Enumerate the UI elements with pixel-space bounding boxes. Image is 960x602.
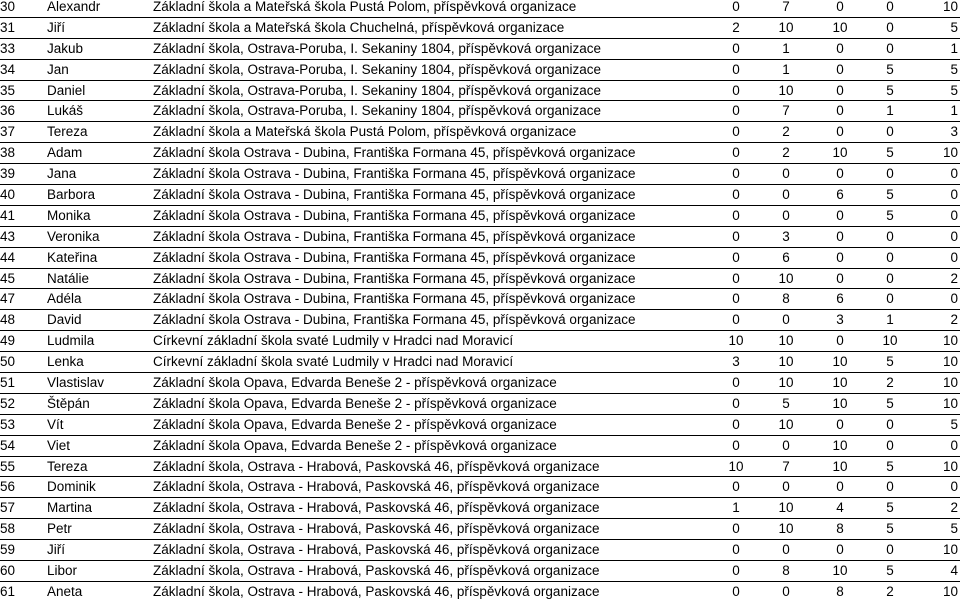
cell-school: Církevní základní škola svaté Ludmily v Hradci nad Moravicí bbox=[153, 333, 514, 349]
cell-score-5: 10 bbox=[942, 542, 958, 558]
cell-id: 60 bbox=[0, 563, 16, 579]
cell-score-5: 3 bbox=[950, 124, 958, 140]
cell-score-4: 2 bbox=[886, 375, 894, 391]
cell-name: Lenka bbox=[47, 354, 84, 370]
cell-name: Libor bbox=[47, 563, 78, 579]
cell-id: 34 bbox=[0, 61, 16, 77]
cell-school: Základní škola a Mateřská škola Chuchelná, příspěvková organizace bbox=[153, 19, 565, 35]
cell-score-3: 10 bbox=[832, 375, 848, 391]
cell-score-1: 3 bbox=[732, 354, 740, 370]
cell-score-5: 10 bbox=[942, 354, 958, 370]
cell-score-4: 0 bbox=[886, 542, 894, 558]
cell-name: Alexandr bbox=[47, 0, 101, 14]
cell-score-3: 6 bbox=[836, 187, 844, 203]
table-row bbox=[0, 122, 960, 143]
cell-school: Základní škola a Mateřská škola Pustá Polom, příspěvková organizace bbox=[153, 124, 577, 140]
table-row bbox=[0, 457, 960, 478]
cell-score-2: 0 bbox=[782, 166, 790, 182]
cell-name: Petr bbox=[47, 521, 72, 537]
cell-name: Daniel bbox=[47, 82, 86, 98]
cell-score-1: 2 bbox=[732, 19, 740, 35]
cell-score-5: 0 bbox=[950, 228, 958, 244]
cell-score-4: 1 bbox=[886, 312, 894, 328]
table-row bbox=[0, 289, 960, 310]
cell-score-4: 5 bbox=[886, 395, 894, 411]
cell-name: Kateřina bbox=[47, 249, 98, 265]
cell-score-5: 10 bbox=[942, 583, 958, 599]
cell-score-2: 10 bbox=[778, 354, 794, 370]
cell-score-3: 0 bbox=[836, 61, 844, 77]
cell-name: Tereza bbox=[47, 124, 88, 140]
cell-score-5: 0 bbox=[950, 479, 958, 495]
cell-score-2: 0 bbox=[782, 187, 790, 203]
cell-score-4: 0 bbox=[886, 0, 894, 14]
cell-score-2: 8 bbox=[782, 291, 790, 307]
cell-score-5: 1 bbox=[950, 103, 958, 119]
cell-school: Církevní základní škola svaté Ludmily v Hradci nad Moravicí bbox=[153, 354, 514, 370]
table-row bbox=[0, 519, 960, 540]
cell-score-2: 0 bbox=[782, 479, 790, 495]
cell-score-3: 0 bbox=[836, 333, 844, 349]
cell-score-4: 0 bbox=[886, 19, 894, 35]
cell-score-5: 0 bbox=[950, 249, 958, 265]
cell-score-3: 10 bbox=[832, 395, 848, 411]
cell-score-4: 5 bbox=[886, 207, 894, 223]
cell-score-1: 0 bbox=[732, 0, 740, 14]
cell-score-3: 10 bbox=[832, 437, 848, 453]
cell-name: Dominik bbox=[47, 479, 96, 495]
table-row bbox=[0, 164, 960, 185]
cell-school: Základní škola Ostrava - Dubina, Františka Formana 45, příspěvková organizace bbox=[153, 291, 636, 307]
cell-id: 54 bbox=[0, 437, 16, 453]
cell-score-2: 10 bbox=[778, 500, 794, 516]
cell-score-3: 0 bbox=[836, 103, 844, 119]
cell-score-4: 0 bbox=[886, 249, 894, 265]
cell-score-4: 0 bbox=[886, 270, 894, 286]
cell-school: Základní škola, Ostrava - Hrabová, Paskovská 46, příspěvková organizace bbox=[153, 521, 600, 537]
cell-score-3: 0 bbox=[836, 249, 844, 265]
cell-school: Základní škola Ostrava - Dubina, Františka Formana 45, příspěvková organizace bbox=[153, 187, 636, 203]
cell-school: Základní škola, Ostrava-Poruba, I. Sekaniny 1804, příspěvková organizace bbox=[153, 61, 601, 77]
cell-score-1: 0 bbox=[732, 437, 740, 453]
cell-score-5: 10 bbox=[942, 333, 958, 349]
cell-score-3: 0 bbox=[836, 542, 844, 558]
table-row bbox=[0, 310, 960, 331]
cell-score-1: 0 bbox=[732, 563, 740, 579]
table-row bbox=[0, 0, 960, 18]
cell-score-3: 3 bbox=[836, 312, 844, 328]
cell-score-3: 0 bbox=[836, 479, 844, 495]
cell-score-2: 8 bbox=[782, 563, 790, 579]
cell-score-5: 5 bbox=[950, 82, 958, 98]
cell-score-3: 0 bbox=[836, 0, 844, 14]
cell-school: Základní škola, Ostrava-Poruba, I. Sekaniny 1804, příspěvková organizace bbox=[153, 103, 601, 119]
table-row bbox=[0, 394, 960, 415]
cell-school: Základní škola Ostrava - Dubina, Františka Formana 45, příspěvková organizace bbox=[153, 166, 636, 182]
cell-id: 37 bbox=[0, 124, 16, 140]
cell-score-3: 10 bbox=[832, 145, 848, 161]
cell-score-2: 10 bbox=[778, 521, 794, 537]
cell-score-1: 0 bbox=[732, 166, 740, 182]
cell-id: 53 bbox=[0, 416, 16, 432]
cell-id: 38 bbox=[0, 145, 16, 161]
table-row bbox=[0, 415, 960, 436]
cell-name: Vlastislav bbox=[47, 375, 105, 391]
cell-id: 43 bbox=[0, 228, 16, 244]
cell-score-5: 10 bbox=[942, 145, 958, 161]
table-row bbox=[0, 18, 960, 39]
cell-id: 58 bbox=[0, 521, 16, 537]
cell-score-5: 1 bbox=[950, 40, 958, 56]
cell-score-3: 8 bbox=[836, 521, 844, 537]
cell-score-5: 10 bbox=[942, 395, 958, 411]
cell-score-5: 0 bbox=[950, 187, 958, 203]
cell-score-3: 6 bbox=[836, 291, 844, 307]
cell-score-2: 3 bbox=[782, 228, 790, 244]
cell-score-2: 7 bbox=[782, 103, 790, 119]
cell-score-1: 0 bbox=[732, 187, 740, 203]
cell-school: Základní škola, Ostrava - Hrabová, Paskovská 46, příspěvková organizace bbox=[153, 542, 600, 558]
cell-score-2: 10 bbox=[778, 333, 794, 349]
cell-id: 41 bbox=[0, 207, 16, 223]
cell-score-4: 0 bbox=[886, 291, 894, 307]
cell-school: Základní škola Ostrava - Dubina, Františka Formana 45, příspěvková organizace bbox=[153, 228, 636, 244]
cell-score-1: 0 bbox=[732, 312, 740, 328]
cell-score-1: 1 bbox=[732, 500, 740, 516]
table-row bbox=[0, 39, 960, 60]
cell-score-2: 0 bbox=[782, 437, 790, 453]
cell-score-5: 0 bbox=[950, 291, 958, 307]
cell-id: 44 bbox=[0, 249, 16, 265]
cell-score-4: 5 bbox=[886, 61, 894, 77]
cell-school: Základní škola Opava, Edvarda Beneše 2 - příspěvková organizace bbox=[153, 395, 557, 411]
cell-score-3: 0 bbox=[836, 166, 844, 182]
cell-score-1: 0 bbox=[732, 395, 740, 411]
cell-school: Základní škola Opava, Edvarda Beneše 2 - příspěvková organizace bbox=[153, 375, 557, 391]
cell-score-5: 4 bbox=[950, 563, 958, 579]
cell-school: Základní škola Ostrava - Dubina, Františka Formana 45, příspěvková organizace bbox=[153, 270, 636, 286]
cell-score-1: 0 bbox=[732, 375, 740, 391]
cell-score-1: 10 bbox=[728, 458, 744, 474]
table-row bbox=[0, 331, 960, 352]
cell-score-4: 0 bbox=[886, 166, 894, 182]
cell-score-3: 10 bbox=[832, 354, 848, 370]
cell-score-1: 0 bbox=[732, 124, 740, 140]
cell-name: Vít bbox=[47, 416, 64, 432]
cell-school: Základní škola Ostrava - Dubina, Františka Formana 45, příspěvková organizace bbox=[153, 312, 636, 328]
cell-score-1: 0 bbox=[732, 145, 740, 161]
cell-id: 33 bbox=[0, 40, 16, 56]
cell-score-5: 10 bbox=[942, 0, 958, 14]
cell-score-3: 0 bbox=[836, 82, 844, 98]
cell-score-2: 1 bbox=[782, 61, 790, 77]
cell-score-2: 0 bbox=[782, 207, 790, 223]
cell-score-1: 0 bbox=[732, 82, 740, 98]
cell-score-5: 0 bbox=[950, 207, 958, 223]
cell-score-4: 2 bbox=[886, 583, 894, 599]
cell-school: Základní škola Ostrava - Dubina, Františka Formana 45, příspěvková organizace bbox=[153, 145, 636, 161]
cell-name: David bbox=[47, 312, 82, 328]
cell-score-5: 10 bbox=[942, 375, 958, 391]
cell-score-2: 7 bbox=[782, 0, 790, 14]
table-row bbox=[0, 269, 960, 290]
cell-id: 47 bbox=[0, 291, 16, 307]
cell-school: Základní škola Ostrava - Dubina, Františka Formana 45, příspěvková organizace bbox=[153, 207, 636, 223]
cell-score-1: 0 bbox=[732, 249, 740, 265]
cell-name: Ludmila bbox=[47, 333, 95, 349]
cell-id: 52 bbox=[0, 395, 16, 411]
cell-score-2: 10 bbox=[778, 82, 794, 98]
cell-score-5: 10 bbox=[942, 458, 958, 474]
table-row bbox=[0, 540, 960, 561]
cell-score-1: 0 bbox=[732, 583, 740, 599]
cell-score-2: 0 bbox=[782, 583, 790, 599]
cell-name: Jan bbox=[47, 61, 69, 77]
cell-name: Adéla bbox=[47, 291, 82, 307]
cell-score-4: 0 bbox=[886, 416, 894, 432]
cell-school: Základní škola, Ostrava-Poruba, I. Sekaniny 1804, příspěvková organizace bbox=[153, 40, 601, 56]
cell-score-2: 0 bbox=[782, 542, 790, 558]
cell-score-2: 10 bbox=[778, 375, 794, 391]
table-row bbox=[0, 498, 960, 519]
cell-score-3: 4 bbox=[836, 500, 844, 516]
cell-name: Jana bbox=[47, 166, 77, 182]
cell-name: Jiří bbox=[47, 542, 65, 558]
cell-id: 40 bbox=[0, 187, 16, 203]
cell-score-4: 5 bbox=[886, 563, 894, 579]
cell-score-3: 0 bbox=[836, 124, 844, 140]
cell-id: 48 bbox=[0, 312, 16, 328]
table-row bbox=[0, 477, 960, 498]
cell-name: Veronika bbox=[47, 228, 100, 244]
cell-id: 61 bbox=[0, 583, 16, 599]
cell-id: 45 bbox=[0, 270, 16, 286]
cell-school: Základní škola, Ostrava - Hrabová, Paskovská 46, příspěvková organizace bbox=[153, 458, 600, 474]
table-row bbox=[0, 561, 960, 582]
table-row bbox=[0, 582, 960, 602]
table-row bbox=[0, 60, 960, 81]
cell-id: 59 bbox=[0, 542, 16, 558]
cell-score-4: 5 bbox=[886, 145, 894, 161]
cell-score-4: 0 bbox=[886, 124, 894, 140]
cell-score-1: 0 bbox=[732, 479, 740, 495]
cell-score-5: 5 bbox=[950, 61, 958, 77]
cell-score-3: 8 bbox=[836, 583, 844, 599]
cell-score-2: 10 bbox=[778, 416, 794, 432]
cell-school: Základní škola Ostrava - Dubina, Františka Formana 45, příspěvková organizace bbox=[153, 249, 636, 265]
cell-score-4: 5 bbox=[886, 354, 894, 370]
cell-score-1: 0 bbox=[732, 542, 740, 558]
cell-score-1: 0 bbox=[732, 40, 740, 56]
cell-id: 56 bbox=[0, 479, 16, 495]
cell-id: 49 bbox=[0, 333, 16, 349]
cell-school: Základní škola Opava, Edvarda Beneše 2 - příspěvková organizace bbox=[153, 437, 557, 453]
cell-name: Monika bbox=[47, 207, 91, 223]
table-row bbox=[0, 143, 960, 164]
cell-id: 36 bbox=[0, 103, 16, 119]
cell-name: Adam bbox=[47, 145, 83, 161]
cell-score-3: 0 bbox=[836, 40, 844, 56]
cell-score-3: 0 bbox=[836, 207, 844, 223]
cell-score-1: 0 bbox=[732, 521, 740, 537]
cell-score-1: 0 bbox=[732, 207, 740, 223]
cell-score-2: 10 bbox=[778, 19, 794, 35]
table-row bbox=[0, 248, 960, 269]
cell-score-2: 10 bbox=[778, 270, 794, 286]
table-row bbox=[0, 373, 960, 394]
cell-score-5: 5 bbox=[950, 416, 958, 432]
cell-score-4: 5 bbox=[886, 82, 894, 98]
cell-name: Natálie bbox=[47, 270, 90, 286]
cell-school: Základní škola Opava, Edvarda Beneše 2 - příspěvková organizace bbox=[153, 416, 557, 432]
cell-id: 50 bbox=[0, 354, 16, 370]
cell-id: 31 bbox=[0, 19, 16, 35]
table-row bbox=[0, 206, 960, 227]
cell-id: 30 bbox=[0, 0, 16, 14]
cell-score-1: 0 bbox=[732, 103, 740, 119]
cell-score-2: 6 bbox=[782, 249, 790, 265]
cell-id: 39 bbox=[0, 166, 16, 182]
cell-score-1: 0 bbox=[732, 270, 740, 286]
table-row bbox=[0, 101, 960, 122]
cell-school: Základní škola, Ostrava-Poruba, I. Sekaniny 1804, příspěvková organizace bbox=[153, 82, 601, 98]
cell-score-5: 5 bbox=[950, 19, 958, 35]
cell-name: Jakub bbox=[47, 40, 84, 56]
cell-score-4: 5 bbox=[886, 187, 894, 203]
cell-id: 35 bbox=[0, 82, 16, 98]
cell-score-4: 5 bbox=[886, 458, 894, 474]
cell-name: Barbora bbox=[47, 187, 96, 203]
cell-score-3: 0 bbox=[836, 270, 844, 286]
cell-score-3: 0 bbox=[836, 228, 844, 244]
cell-score-4: 5 bbox=[886, 500, 894, 516]
cell-score-4: 1 bbox=[886, 103, 894, 119]
cell-score-5: 2 bbox=[950, 312, 958, 328]
cell-score-2: 1 bbox=[782, 40, 790, 56]
cell-school: Základní škola a Mateřská škola Pustá Polom, příspěvková organizace bbox=[153, 0, 577, 14]
cell-id: 55 bbox=[0, 458, 16, 474]
cell-name: Aneta bbox=[47, 583, 83, 599]
cell-name: Viet bbox=[47, 437, 71, 453]
cell-score-4: 5 bbox=[886, 521, 894, 537]
cell-school: Základní škola, Ostrava - Hrabová, Paskovská 46, příspěvková organizace bbox=[153, 479, 600, 495]
cell-score-4: 10 bbox=[882, 333, 898, 349]
cell-id: 51 bbox=[0, 375, 16, 391]
cell-score-5: 5 bbox=[950, 521, 958, 537]
table-row bbox=[0, 352, 960, 373]
cell-score-2: 0 bbox=[782, 312, 790, 328]
cell-name: Lukáš bbox=[47, 103, 84, 119]
cell-score-1: 0 bbox=[732, 416, 740, 432]
cell-name: Jiří bbox=[47, 19, 65, 35]
cell-id: 57 bbox=[0, 500, 16, 516]
cell-score-2: 7 bbox=[782, 458, 790, 474]
cell-score-4: 0 bbox=[886, 479, 894, 495]
cell-score-1: 0 bbox=[732, 61, 740, 77]
cell-score-3: 10 bbox=[832, 19, 848, 35]
cell-name: Tereza bbox=[47, 458, 88, 474]
cell-score-4: 0 bbox=[886, 437, 894, 453]
cell-score-2: 2 bbox=[782, 124, 790, 140]
table-row bbox=[0, 185, 960, 206]
cell-score-4: 0 bbox=[886, 228, 894, 244]
cell-score-5: 0 bbox=[950, 437, 958, 453]
cell-score-5: 2 bbox=[950, 270, 958, 286]
cell-name: Štěpán bbox=[47, 395, 90, 411]
cell-score-3: 10 bbox=[832, 458, 848, 474]
cell-score-3: 0 bbox=[836, 416, 844, 432]
table-row bbox=[0, 81, 960, 102]
cell-school: Základní škola, Ostrava - Hrabová, Paskovská 46, příspěvková organizace bbox=[153, 500, 600, 516]
cell-score-4: 0 bbox=[886, 40, 894, 56]
cell-score-1: 0 bbox=[732, 228, 740, 244]
cell-score-3: 10 bbox=[832, 563, 848, 579]
cell-school: Základní škola, Ostrava - Hrabová, Paskovská 46, příspěvková organizace bbox=[153, 563, 600, 579]
cell-score-1: 10 bbox=[728, 333, 744, 349]
cell-score-5: 0 bbox=[950, 166, 958, 182]
table-row bbox=[0, 436, 960, 457]
cell-score-5: 2 bbox=[950, 500, 958, 516]
cell-school: Základní škola, Ostrava - Hrabová, Paskovská 46, příspěvková organizace bbox=[153, 583, 600, 599]
cell-score-1: 0 bbox=[732, 291, 740, 307]
table-row bbox=[0, 227, 960, 248]
cell-score-2: 2 bbox=[782, 145, 790, 161]
cell-name: Martina bbox=[47, 500, 93, 516]
cell-score-2: 5 bbox=[782, 395, 790, 411]
